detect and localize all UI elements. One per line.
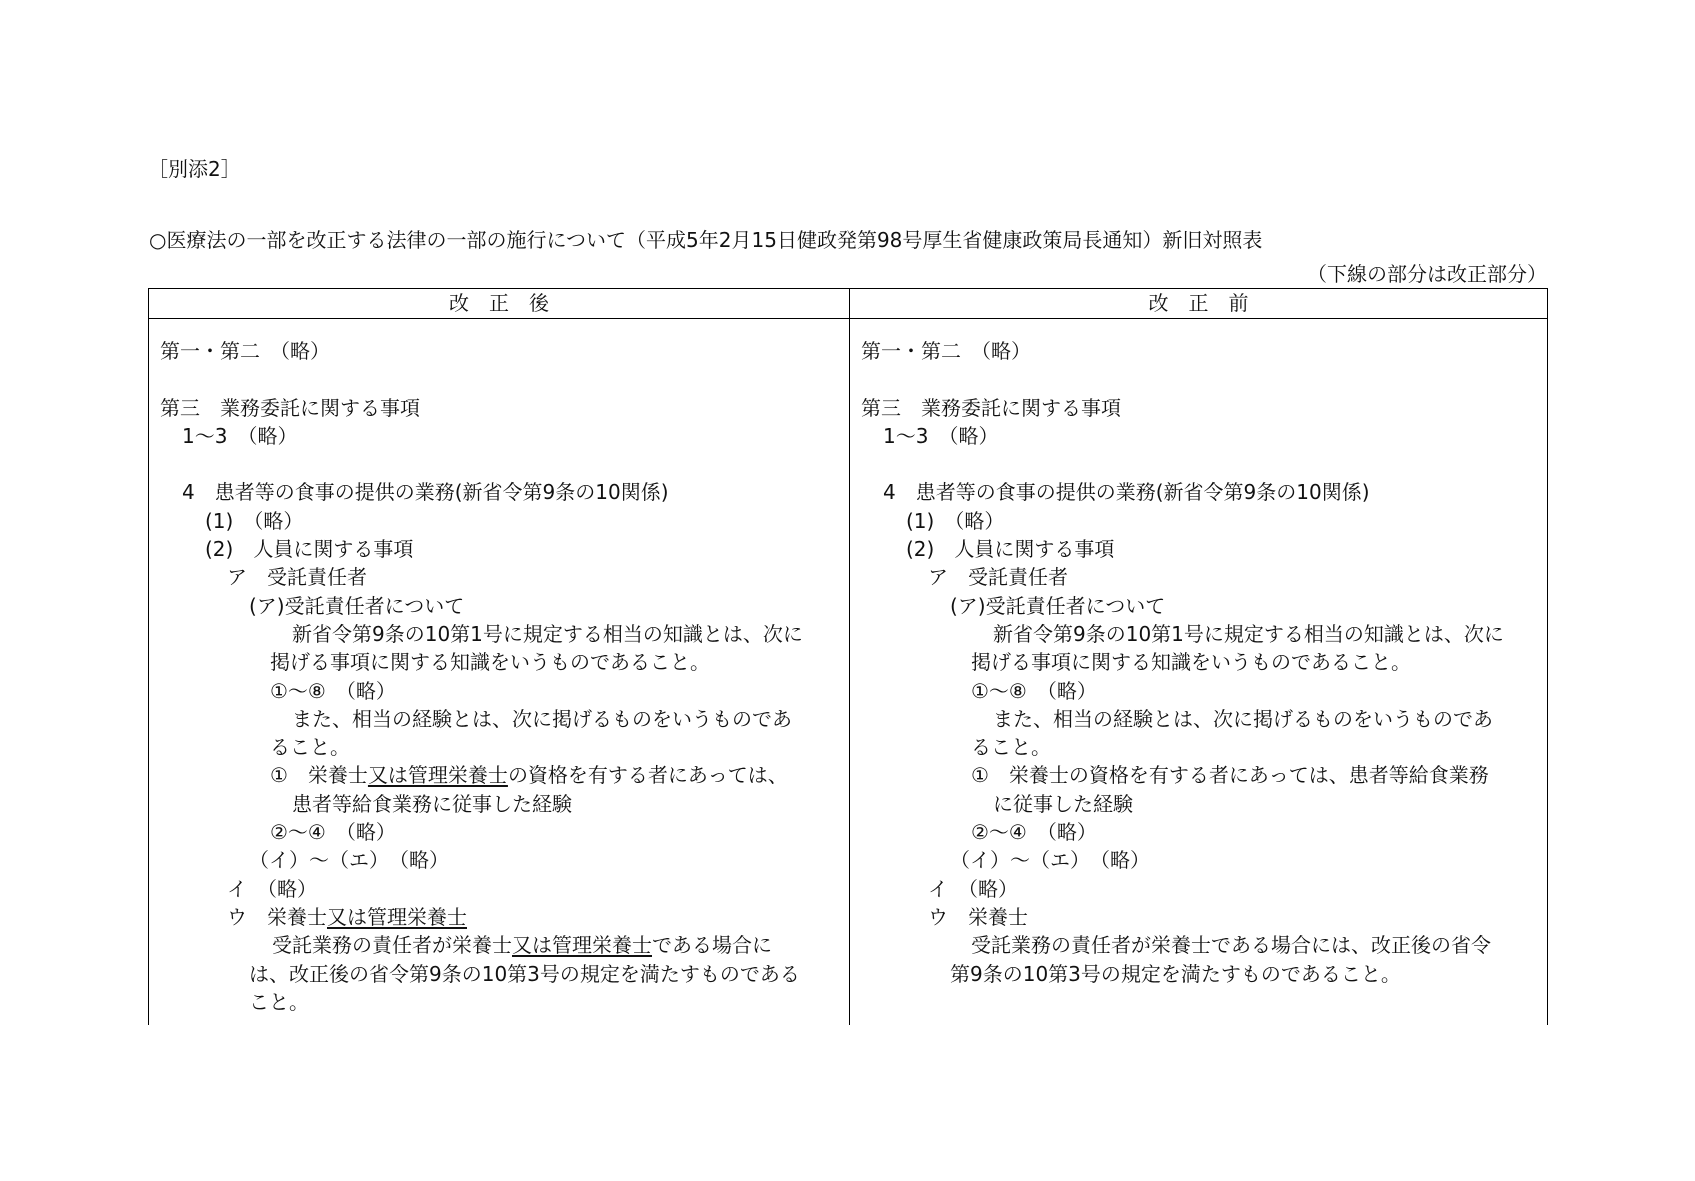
line-text: 第9条の10第3号の規定を満たすものであること。 bbox=[950, 961, 1401, 986]
after-revision-body bbox=[149, 319, 849, 1016]
comparison-table bbox=[148, 288, 1548, 1025]
text-line bbox=[160, 790, 849, 818]
line-text: 1～3 （略） bbox=[883, 423, 999, 448]
text-line bbox=[861, 903, 1547, 931]
line-text: こと。 bbox=[249, 989, 309, 1014]
text-line bbox=[160, 705, 849, 733]
text-line bbox=[861, 846, 1547, 874]
text-line bbox=[861, 337, 1547, 365]
blank-line bbox=[861, 450, 1547, 478]
text-line bbox=[160, 337, 849, 365]
line-text: ウ 栄養士 bbox=[928, 904, 1028, 929]
line-text: 第一・第二 （略） bbox=[861, 339, 1031, 363]
text-line bbox=[861, 733, 1547, 761]
line-text: また、相当の経験とは、次に掲げるものをいうものであ bbox=[292, 706, 792, 731]
text-line bbox=[160, 677, 849, 705]
text-line bbox=[861, 394, 1547, 422]
text-line bbox=[160, 394, 849, 422]
text-line bbox=[861, 960, 1547, 988]
line-text: (1) （略） bbox=[906, 508, 1005, 533]
text-line bbox=[861, 422, 1547, 450]
line-text: (2) 人員に関する事項 bbox=[906, 537, 1115, 562]
line-text: 4 患者等の食事の提供の業務(新省令第9条の10関係) bbox=[883, 480, 1370, 505]
before-revision-body bbox=[850, 319, 1547, 988]
line-text: に従事した経験 bbox=[993, 791, 1133, 816]
line-text: 新省令第9条の10第1号に規定する相当の知識とは、次に bbox=[993, 621, 1504, 646]
text-line bbox=[160, 478, 849, 506]
line-text: ウ 栄養士 bbox=[227, 904, 327, 929]
text-line bbox=[160, 592, 849, 620]
text-line bbox=[160, 535, 849, 563]
text-line bbox=[861, 648, 1547, 676]
amended-text: 又は管理栄養士 bbox=[512, 933, 652, 958]
text-line bbox=[160, 507, 849, 535]
text-line bbox=[160, 422, 849, 450]
line-text: は、改正後の省令第9条の10第3号の規定を満たすものである bbox=[249, 961, 800, 986]
text-line bbox=[861, 535, 1547, 563]
text-line bbox=[160, 733, 849, 761]
line-text: ②～④ （略） bbox=[971, 820, 1097, 845]
after-revision-header: 改 正 後 bbox=[149, 289, 849, 319]
line-text: 第三 業務委託に関する事項 bbox=[861, 395, 1121, 420]
line-text: （イ）～（エ） （略） bbox=[249, 848, 449, 873]
text-line bbox=[160, 648, 849, 676]
line-text: イ （略） bbox=[928, 876, 1018, 901]
text-line bbox=[861, 507, 1547, 535]
line-text: 4 患者等の食事の提供の業務(新省令第9条の10関係) bbox=[182, 480, 669, 505]
line-text: (2) 人員に関する事項 bbox=[205, 537, 414, 562]
line-text: ②～④ （略） bbox=[270, 820, 396, 845]
line-text: (ア)受託責任者について bbox=[950, 593, 1166, 618]
line-text: 掲げる事項に関する知識をいうものであること。 bbox=[270, 650, 710, 675]
text-line bbox=[861, 677, 1547, 705]
document-title: ○医療法の一部を改正する法律の一部の施行について（平成5年2月15日健政発第98号厚生省健康政策局長通知）新旧対照表 bbox=[149, 228, 1263, 252]
text-line bbox=[861, 592, 1547, 620]
text-line bbox=[160, 620, 849, 648]
line-text: 第三 業務委託に関する事項 bbox=[160, 395, 420, 420]
line-text: ア 受託責任者 bbox=[928, 565, 1068, 590]
line-text: 患者等給食業務に従事した経験 bbox=[292, 791, 572, 816]
text-line bbox=[861, 875, 1547, 903]
line-text: イ （略） bbox=[227, 876, 317, 901]
line-text: (ア)受託責任者について bbox=[249, 593, 465, 618]
line-text: である場合に bbox=[652, 933, 772, 958]
blank-line bbox=[160, 450, 849, 478]
amended-text: 又は管理栄養士 bbox=[327, 904, 467, 929]
line-text: ①～⑧ （略） bbox=[270, 678, 396, 703]
line-text: ア 受託責任者 bbox=[227, 565, 367, 590]
text-line bbox=[160, 563, 849, 591]
text-line bbox=[160, 988, 849, 1016]
underline-note: （下線の部分は改正部分） bbox=[1307, 262, 1547, 286]
text-line bbox=[160, 761, 849, 789]
line-text: 新省令第9条の10第1号に規定する相当の知識とは、次に bbox=[292, 621, 803, 646]
line-text: また、相当の経験とは、次に掲げるものをいうものであ bbox=[993, 706, 1493, 731]
text-line bbox=[861, 620, 1547, 648]
text-line bbox=[861, 818, 1547, 846]
amended-text: 又は管理栄養士 bbox=[367, 763, 508, 788]
text-line bbox=[160, 960, 849, 988]
text-line bbox=[861, 563, 1547, 591]
line-text: （イ）～（エ） （略） bbox=[950, 848, 1150, 873]
line-text: (1) （略） bbox=[205, 508, 304, 533]
blank-line bbox=[160, 365, 849, 393]
line-text: ること。 bbox=[270, 735, 350, 760]
text-line bbox=[861, 931, 1547, 959]
text-line bbox=[160, 818, 849, 846]
blank-line bbox=[861, 365, 1547, 393]
line-text: ① 栄養士 bbox=[270, 763, 368, 788]
line-text: 受託業務の責任者が栄養士である場合には、改正後の省令 bbox=[971, 933, 1491, 958]
text-line bbox=[160, 846, 849, 874]
text-line bbox=[160, 903, 849, 931]
line-text: ① 栄養士の資格を有する者にあっては、患者等給食業務 bbox=[971, 763, 1489, 788]
line-text: の資格を有する者にあっては、 bbox=[507, 763, 788, 788]
before-revision-header: 改 正 前 bbox=[850, 289, 1547, 319]
annex-label: ［別添2］ bbox=[148, 157, 241, 181]
after-revision-column bbox=[149, 289, 850, 1025]
text-line bbox=[861, 705, 1547, 733]
line-text: 1～3 （略） bbox=[182, 423, 298, 448]
line-text: ること。 bbox=[971, 735, 1051, 760]
line-text: 第一・第二 （略） bbox=[160, 339, 330, 363]
line-text: ①～⑧ （略） bbox=[971, 678, 1097, 703]
text-line bbox=[861, 761, 1547, 789]
text-line bbox=[160, 931, 849, 959]
text-line bbox=[861, 478, 1547, 506]
line-text: 掲げる事項に関する知識をいうものであること。 bbox=[971, 650, 1411, 675]
line-text: 受託業務の責任者が栄養士 bbox=[272, 933, 512, 958]
text-line bbox=[160, 875, 849, 903]
text-line bbox=[861, 790, 1547, 818]
before-revision-column bbox=[850, 289, 1547, 1025]
